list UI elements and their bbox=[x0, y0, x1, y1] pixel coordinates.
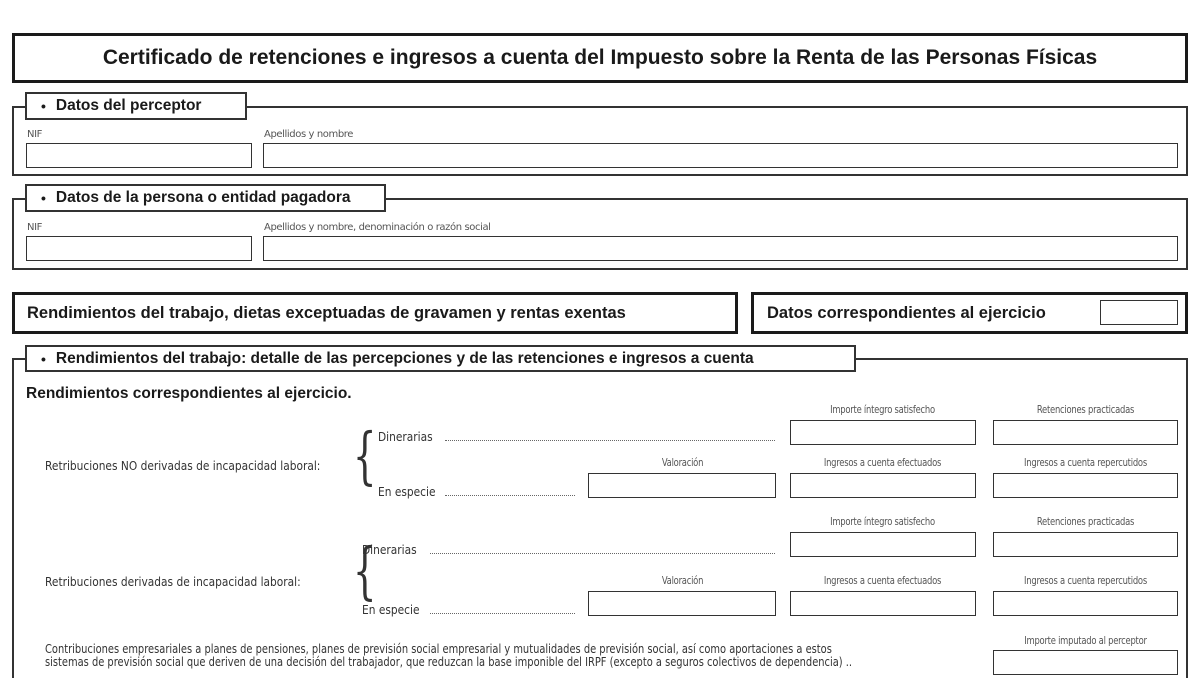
pagadora-name-field[interactable] bbox=[263, 236, 1178, 261]
g1-brace-icon: { bbox=[352, 419, 377, 492]
ejercicio-label: Datos correspondientes al ejercicio bbox=[767, 303, 1046, 322]
document-title-box bbox=[12, 33, 1188, 83]
g1-importe-field[interactable] bbox=[790, 420, 976, 445]
perceptor-name-field[interactable] bbox=[263, 143, 1178, 168]
g2-col-retenciones-label: Retenciones practicadas bbox=[1036, 516, 1135, 528]
detalle-subheading: Rendimientos correspondientes al ejercicio. bbox=[26, 385, 352, 402]
contribuciones-line2: sistemas de previsión social que deriven de una decisión del trabajador, que reduzcan la base imponible del IRPF (excepto a seguros colectivos de dependencia) .. bbox=[45, 655, 853, 669]
g2-group-label: Retribuciones derivadas de incapacidad laboral: bbox=[45, 574, 301, 589]
g2-efectuados-field[interactable] bbox=[790, 591, 976, 616]
g2-dinerarias-label: Dinerarias bbox=[362, 542, 417, 557]
g1-efectuados-field[interactable] bbox=[790, 473, 976, 498]
g1-col-retenciones-label: Retenciones practicadas bbox=[1036, 404, 1135, 416]
detalle-section-right-border bbox=[1186, 358, 1188, 678]
g1-retenciones-field[interactable] bbox=[993, 420, 1178, 445]
detalle-section-left-border bbox=[12, 358, 14, 678]
rendimientos-title: Rendimientos del trabajo, dietas exceptuadas de gravamen y rentas exentas bbox=[27, 303, 626, 322]
bullet-icon: • bbox=[41, 98, 46, 114]
rendimientos-header-box bbox=[12, 292, 738, 334]
g2-especie-leader bbox=[430, 613, 575, 614]
g1-dinerarias-leader bbox=[445, 440, 775, 441]
g1-valoracion-field[interactable] bbox=[588, 473, 776, 498]
contribuciones-col-label: Importe imputado al perceptor bbox=[1024, 635, 1147, 647]
g1-especie-leader bbox=[445, 495, 575, 496]
bullet-icon: • bbox=[41, 190, 46, 206]
detalle-top-border-right bbox=[854, 358, 1188, 360]
g2-col-efectuados-label: Ingresos a cuenta efectuados bbox=[823, 575, 942, 587]
perceptor-nif-field[interactable] bbox=[26, 143, 252, 168]
g2-col-repercutidos-label: Ingresos a cuenta repercutidos bbox=[1024, 575, 1147, 587]
g1-dinerarias-label: Dinerarias bbox=[378, 429, 433, 444]
pagadora-nif-field[interactable] bbox=[26, 236, 252, 261]
detalle-top-border-left bbox=[12, 358, 26, 360]
g2-dinerarias-leader bbox=[430, 553, 775, 554]
g2-retenciones-field[interactable] bbox=[993, 532, 1178, 557]
g1-col-importe-label: Importe íntegro satisfecho bbox=[830, 404, 935, 416]
document-title: Certificado de retenciones e ingresos a cuenta del Impuesto sobre la Renta de las Personas Físicas bbox=[102, 46, 1098, 69]
ejercicio-field[interactable] bbox=[1100, 300, 1178, 325]
g2-importe-field[interactable] bbox=[790, 532, 976, 557]
g2-col-importe-label: Importe íntegro satisfecho bbox=[830, 516, 935, 528]
contribuciones-importe-field[interactable] bbox=[993, 650, 1178, 675]
g1-group-label: Retribuciones NO derivadas de incapacidad laboral: bbox=[45, 458, 321, 473]
g1-col-repercutidos-label: Ingresos a cuenta repercutidos bbox=[1024, 457, 1147, 469]
pagadora-heading: • Datos de la persona o entidad pagadora bbox=[25, 184, 386, 212]
g2-col-valoracion-label: Valoración bbox=[661, 575, 704, 587]
perceptor-name-label: Apellidos y nombre bbox=[264, 129, 354, 140]
bullet-icon: • bbox=[41, 350, 46, 367]
detalle-heading: • Rendimientos del trabajo: detalle de las percepciones y de las retenciones e ingresos a cuenta bbox=[25, 345, 856, 372]
perceptor-heading: • Datos del perceptor bbox=[25, 92, 247, 120]
g2-especie-label: En especie bbox=[362, 602, 420, 617]
g1-especie-label: En especie bbox=[378, 484, 436, 499]
g2-valoracion-field[interactable] bbox=[588, 591, 776, 616]
perceptor-nif-label: NIF bbox=[27, 129, 42, 140]
g2-brace-icon: { bbox=[352, 534, 377, 607]
g1-repercutidos-field[interactable] bbox=[993, 473, 1178, 498]
g1-col-valoracion-label: Valoración bbox=[661, 457, 704, 469]
pagadora-name-label: Apellidos y nombre, denominación o razón social bbox=[264, 222, 491, 233]
g2-repercutidos-field[interactable] bbox=[993, 591, 1178, 616]
g1-col-efectuados-label: Ingresos a cuenta efectuados bbox=[823, 457, 942, 469]
contribuciones-line1: Contribuciones empresariales a planes de pensiones, planes de previsión social empresarial y mutualidades de previsión social, así como aportaciones a estos bbox=[45, 642, 832, 656]
pagadora-nif-label: NIF bbox=[27, 222, 42, 233]
